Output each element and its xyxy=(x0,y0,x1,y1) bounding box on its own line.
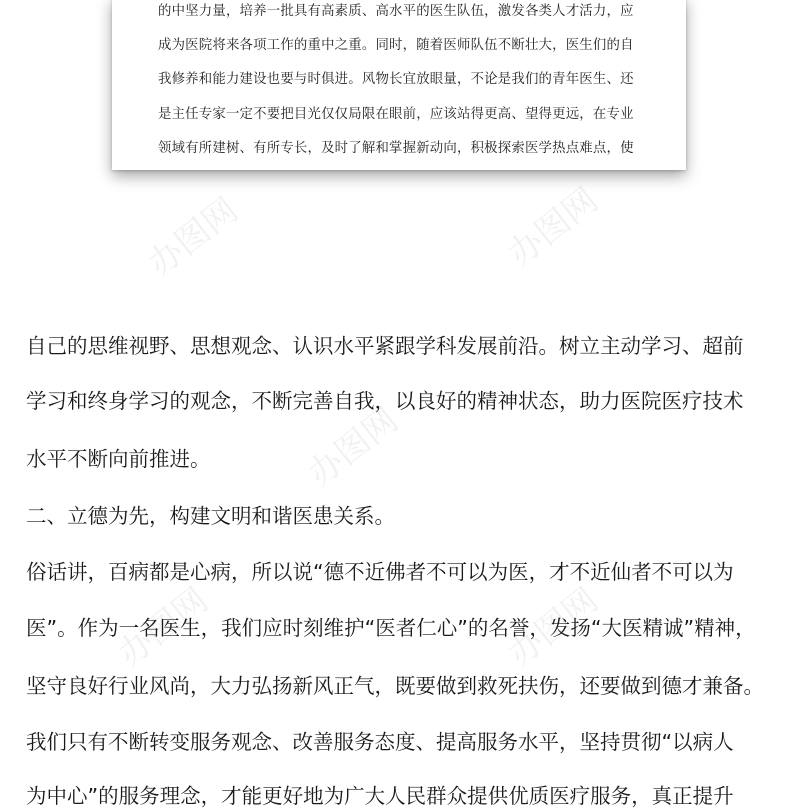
card-text-line: 的中坚力量，培养一批具有高素质、高水平的医生队伍，激发各类人才活力，应 xyxy=(158,4,634,19)
card-text-line: 是主任专家一定不要把目光仅仅局限在眼前，应该站得更高、望得更远，在专业 xyxy=(158,107,634,122)
card-text-line: 成为医院将来各项工作的重中之重。同时，随着医师队伍不断壮大，医生们的自 xyxy=(158,38,634,53)
body-text-line: 水平不断向前推进。 xyxy=(26,447,211,471)
watermark: 办图网 xyxy=(140,190,246,285)
body-text-line: 俗话讲，百病都是心病，所以说“德不近佛者不可以为医，才不近仙者不可以为 xyxy=(26,560,734,584)
body-text-line: 坚守良好行业风尚，大力弘扬新风正气，既要做到救死扶伤，还要做到德才兼备。 xyxy=(26,674,764,698)
body-text-line: 医”。作为一名医生，我们应时刻维护“医者仁心”的名誉，发扬“大医精诚”精神， xyxy=(26,616,756,640)
section-heading: 二、立德为先，构建文明和谐医患关系。 xyxy=(26,504,395,528)
watermark: 办图网 xyxy=(300,400,406,495)
card-text-line: 领域有所建树、有所专长，及时了解和掌握新动向，积极探索医学热点难点，使 xyxy=(158,141,634,156)
watermark: 办图网 xyxy=(500,180,606,275)
body-text-line: 我们只有不断转变服务观念、改善服务态度、提高服务水平，坚持贯彻“以病人 xyxy=(26,730,734,754)
card-text-line: 我修养和能力建设也要与时俱进。风物长宜放眼量，不论是我们的青年医生、还 xyxy=(158,72,634,87)
page-preview-card xyxy=(112,0,686,170)
watermark: 办图网 xyxy=(500,580,606,675)
body-text-line: 为中心”的服务理念，才能更好地为广大人民群众提供优质医疗服务，真正提升 xyxy=(26,784,734,808)
body-text-line: 自己的思维视野、思想观念、认识水平紧跟学科发展前沿。树立主动学习、超前 xyxy=(26,334,744,358)
watermark: 办图网 xyxy=(110,580,216,675)
body-text-line: 学习和终身学习的观念，不断完善自我，以良好的精神状态，助力医院医疗技术 xyxy=(26,389,744,413)
